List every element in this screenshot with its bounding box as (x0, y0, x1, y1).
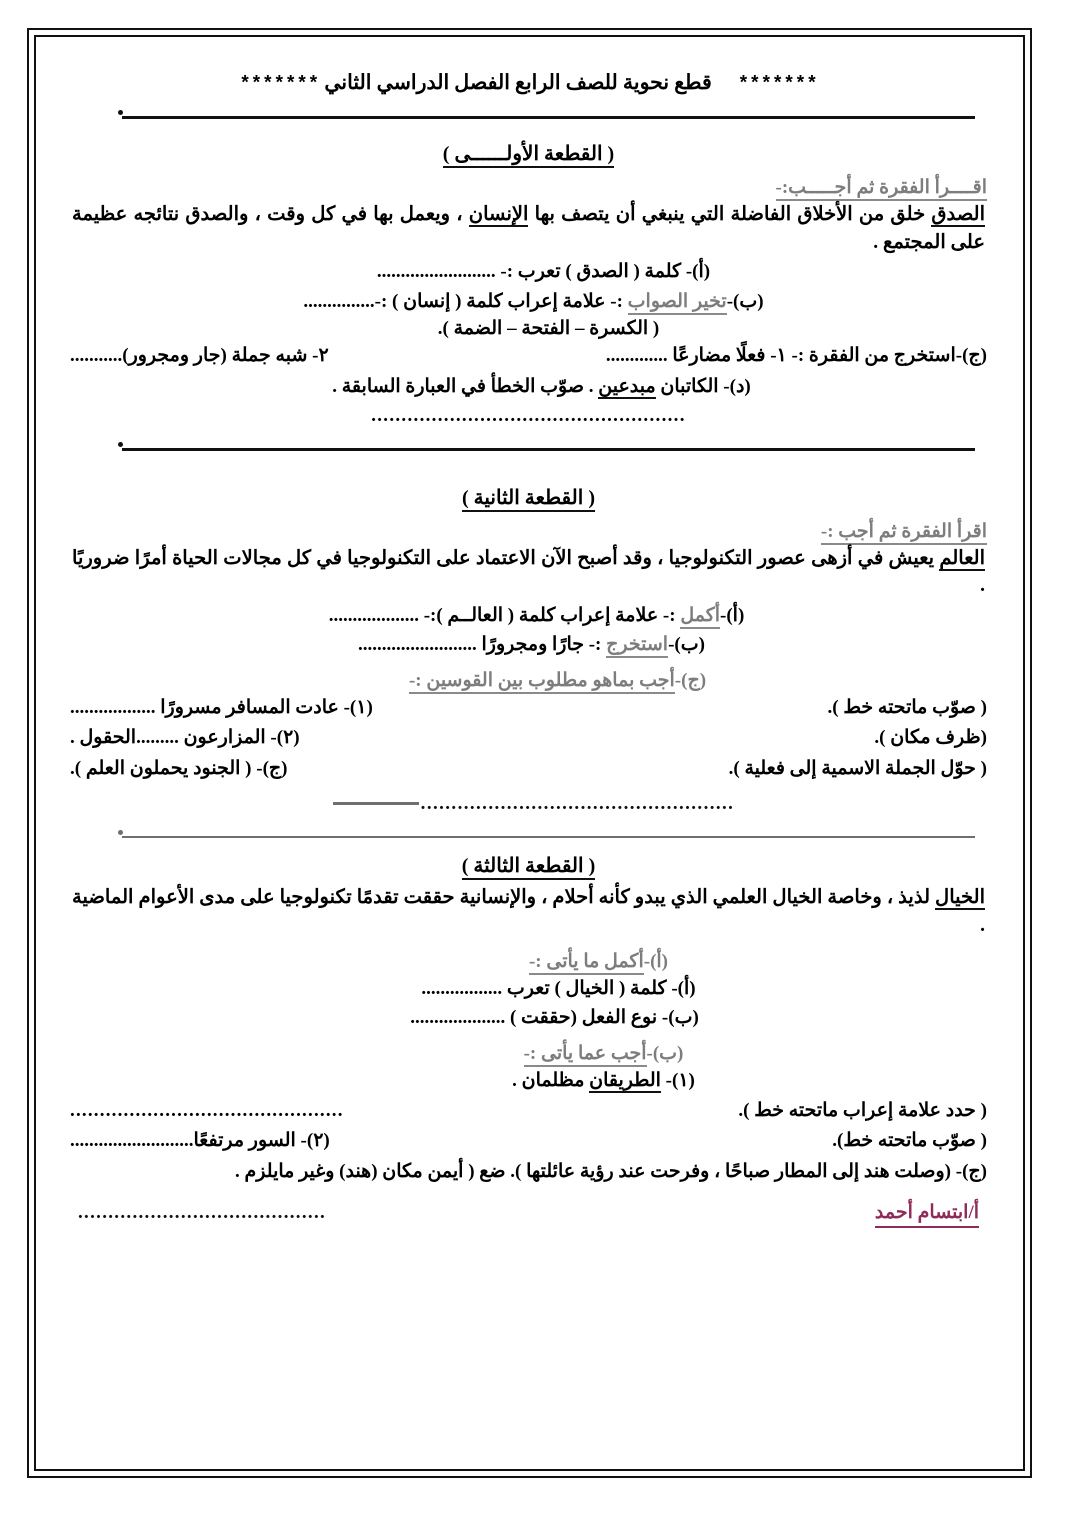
question-1c-gray-label: استخرج من الفقرة (808, 345, 956, 367)
question-3b (70, 1004, 987, 1032)
answer-line-2 (70, 793, 987, 815)
bracket-item-3-3 (70, 1127, 987, 1156)
bracket-item-2-3-left: ( حوّل الجملة الاسمية إلى فعلية ). (728, 757, 987, 779)
instruction-3a-label: (أ)- (643, 950, 669, 972)
bracket-item-3-2-dots[interactable]: .............................................. (70, 1099, 344, 1121)
answer-line-2-dots[interactable]: ................................................... (420, 793, 735, 815)
passage-3: الخيال لذيذ ، وخاصة الخيال العلمي الذي يبدو كأنه أحلام ، والإنسانية حققت تقدمًا تكنولوجيا على مدى الأعوام الماضية . (72, 887, 985, 937)
question-1c (70, 342, 987, 371)
passage-1: الصدق خلق من الأخلاق الفاضلة التي ينبغي أن يتصف بها الإنسان ، ويعمل بها في كل وقت ، والصدق نتائجه عظيمة على المجتمع . (72, 204, 985, 253)
question-1b-choices: ( الكسرة – الفتحة – الضمة ). (437, 318, 660, 340)
section-heading-1-label: ( القطعة الأولــــــى ) (443, 143, 614, 168)
bracket-item-2-1-right: (١)- عادت المسافر مسرورًا .................. (70, 696, 373, 718)
question-1d-underline: مبدعين (598, 375, 656, 397)
question-3b-dots[interactable]: .................... (410, 1007, 506, 1029)
divider-dot (118, 110, 123, 115)
bracket-item-2-1-left: ( صوّب ماتحته خط ). (827, 696, 987, 718)
question-2a-gray-label: أكمل (680, 605, 720, 629)
bracket-item-3-3-dots[interactable]: .......................... (70, 1130, 194, 1151)
section-heading-3 (70, 853, 987, 878)
answer-line-2-tail (333, 802, 419, 805)
question-2b-gray-label: استخرج (606, 634, 668, 658)
bracket-item-3-3-underline: مرتفعًا (193, 1130, 245, 1151)
question-1c-left (70, 342, 329, 371)
question-1a (70, 258, 987, 286)
question-2b-dots[interactable]: ......................... (358, 634, 477, 656)
passage-2-underline-1: العالم (939, 547, 985, 569)
bracket-item-3-3-left: ( صوّب ماتحته خط). (832, 1130, 987, 1151)
bracket-item-2-3-right: (ج)- ( الجنود يحملون العلم ). (70, 757, 288, 779)
bracket-item-3-1-underline: الطريقان (589, 1069, 661, 1091)
question-1b-dots[interactable]: ............... (303, 290, 375, 312)
passage-1-underline-2: الإنسان (468, 204, 529, 225)
question-1a-dots[interactable]: ......................... (376, 261, 496, 283)
divider-dot-2 (118, 830, 123, 835)
bracket-item-2-1-dots[interactable]: .................. (70, 696, 156, 718)
bracket-item-2-3 (70, 755, 987, 784)
teacher-signature: أ/ابتسام أحمد (875, 1201, 979, 1228)
worksheet-sheet (48, 48, 1011, 1458)
instruction-3a-text: أكمل ما يأتى :- (529, 951, 644, 975)
divider-rule-1 (70, 439, 987, 459)
instruction-2-label: اقرأ الفقرة ثم أجب :- (821, 521, 987, 545)
signature-dots[interactable]: ......................................... (78, 1202, 327, 1224)
bracket-item-3-2-left: ( حدد علامة إعراب ماتحته خط ). (738, 1099, 987, 1121)
question-2b (70, 631, 987, 659)
question-1c-text: :- ١- فعلًا مضارعًا (667, 345, 809, 367)
instruction-1 (70, 176, 987, 199)
question-1c-right (606, 342, 987, 371)
instruction-3b (70, 1042, 987, 1065)
divider-rule-2 (70, 827, 987, 847)
divider-bar-2 (122, 836, 975, 838)
question-2a (70, 602, 987, 630)
question-3b-text: نوع الفعل (حققت ) (505, 1007, 658, 1029)
instruction-1-label: اقــــرأ الفقرة ثم أجـــــب:- (776, 177, 987, 201)
question-1c-label: (ج)- (955, 345, 987, 367)
bracket-item-2-2-left: (ظرف مكان ). (874, 727, 987, 749)
instruction-2c-text: أجب بماهو مطلوب بين القوسين :- (409, 670, 675, 694)
question-1c-dots-2[interactable]: ........... (70, 345, 123, 367)
question-1b-gray-label: تخير الصواب (628, 291, 727, 315)
question-2a-dots[interactable]: ................... (328, 604, 419, 626)
question-3a-dots[interactable]: ................. (421, 977, 503, 999)
signature-row (70, 1201, 987, 1228)
divider-rule-top (70, 107, 987, 127)
title-stars-right: ******* (239, 73, 320, 95)
bracket-item-2-1 (70, 694, 987, 723)
instruction-2c (70, 669, 987, 692)
question-2b-text: :- جارًا ومجرورًا (476, 634, 607, 656)
question-1b (70, 288, 987, 316)
question-3b-label: (ب)- (661, 1007, 699, 1029)
bracket-item-2-2-right[interactable]: (٢)- المزارعون .........الحقول . (70, 727, 300, 749)
question-2b-label: (ب)- (668, 634, 705, 656)
question-2a-label: (أ)- (720, 604, 745, 626)
bracket-item-2-1-underline: عادت المسافر (226, 696, 339, 718)
divider-bar (122, 116, 975, 119)
question-3a (70, 975, 987, 1003)
instruction-2c-label: (ج)- (674, 669, 707, 691)
section-heading-3-label: ( القطعة الثالثة ) (462, 855, 596, 880)
instruction-3a (70, 950, 987, 973)
divider-dot-1 (118, 442, 123, 447)
question-1c-dots-1[interactable]: ............. (605, 345, 668, 367)
question-1b-label: (ب)- (726, 290, 764, 312)
section-heading-1 (70, 141, 987, 166)
section-heading-2 (70, 485, 987, 510)
question-3c: (ج)- (وصلت هند إلى المطار صباحًا ، وفرحت عند رؤية عائلتها ). ضع ( أيمن مكان (هند) وغير مايلزم . (235, 1160, 987, 1182)
title-stars-left: ******* (737, 73, 818, 95)
bracket-item-3-1: (١)- الطريقان مظلمان . (512, 1069, 695, 1091)
bracket-item-3-3-right: (٢)- السور مرتفعًا.......................... (70, 1130, 330, 1151)
bracket-item-2-2 (70, 724, 987, 753)
bracket-item-3-2 (70, 1097, 987, 1126)
question-1b-text: :- علامة إعراب كلمة ( إنسان ) :- (374, 290, 628, 312)
passage-1-underline-1: الصدق (931, 204, 985, 225)
passage-3-underline-1: الخيال (935, 887, 985, 909)
question-1d: (د)- الكاتبان مبدعين . صوّب الخطأ في العبارة السابقة . (332, 375, 751, 397)
title-text: قطع نحوية للصف الرابع الفصل الدراسي الثاني (324, 72, 712, 94)
passage-2: العالم يعيش في أزهى عصور التكنولوجيا ، وقد أصبح الآن الاعتماد على التكنولوجيا في كل مجالات الحياة أمرًا ضروريًا . (72, 547, 985, 597)
instruction-3b-label: (ب)- (646, 1042, 684, 1064)
question-3a-text: كلمة ( الخيال ) تعرب (502, 977, 667, 999)
question-1c-part2: ٢- شبه جملة (جار ومجرور) (122, 345, 329, 367)
question-1a-label: (أ)- (685, 261, 711, 283)
question-2a-text: :- علامة إعراب كلمة ( العالــم ):- (418, 604, 681, 626)
section-heading-2-label: ( القطعة الثانية ) (462, 487, 595, 512)
question-3a-label: (أ)- (671, 977, 696, 999)
answer-line-1[interactable]: .................................................... (371, 404, 686, 426)
question-1a-text: كلمة ( الصدق ) تعرب :- (495, 261, 682, 283)
instruction-3b-text: أجب عما يأتى :- (524, 1043, 647, 1067)
instruction-2 (70, 520, 987, 543)
divider-bar-1 (122, 448, 975, 451)
page-title (70, 70, 987, 95)
